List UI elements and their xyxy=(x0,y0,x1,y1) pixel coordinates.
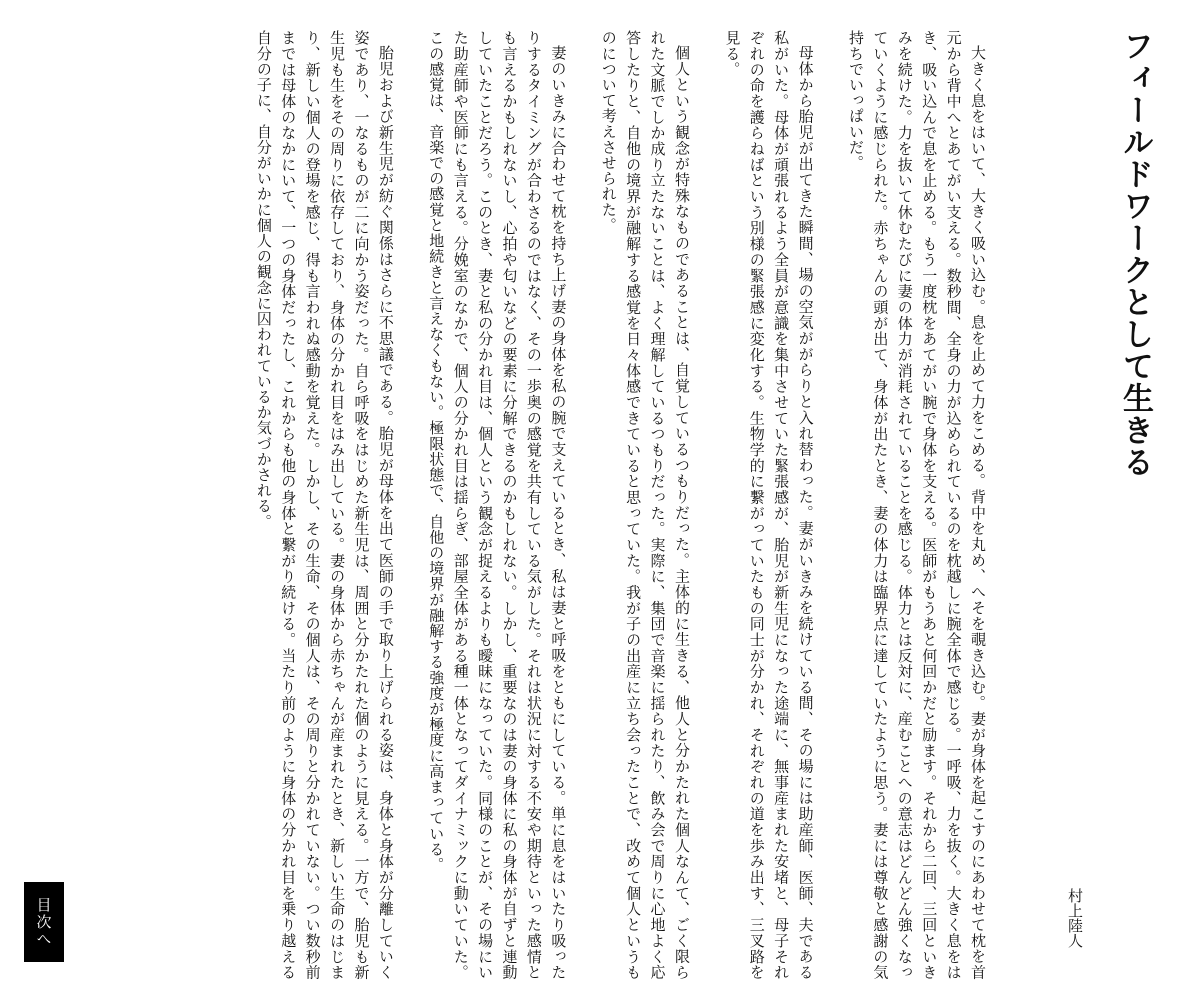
article-body xyxy=(254,30,990,980)
paragraph-5: 胎児および新生児が紡ぐ関係はさらに不思議である。胎児が母体を出て医師の手で取り上げられる姿は、身体と身体が分離していく姿であり、一なるものが二に向かう姿だった。自ら呼吸をはじめた新生児は、周囲と分かたれた個のように見える。一方で、胎児も新生児も生をその周りに依存しており、身体の分かれ目をはみ出している。妻の身体から赤ちゃんが産まれたとき、新しい生命のはじまり、新しい個人の登場を感じ、得も言われぬ感動を覚えた。しかし、その生命、その個人は、その周りと分かれていない。つい数秒前までは母体のなかにいて、一つの身体だったし、これからも他の身体と繋がり続ける。当たり前のように身体の分かれ目を乗り越える自分の子に、自分がいかに個人の観念に囚われているか気づかされる。 xyxy=(254,30,395,980)
paragraph-1: 大きく息をはいて、大きく吸い込む。息を止めて力をこめる。背中を丸め、へそを覗き込む。妻が身体を起こすのにあわせて枕を首元から背中へとあてがい支える。数秒間、全身の力が込められているのを枕越しに腕全体で感じる。一呼吸、力を抜く。大きく息をはき、吸い込んで息を止める。もう一度枕をあてがい腕で身体を支える。医師がもうあと何回かだと励ます。それから二回、三回といきみを続けた。力を抜いて休むたびに妻の体力が消耗されていることを感じる。体力とは反対に、産むことへの意志はどんどん強くなっていくように感じられた。赤ちゃんの頭が出て、身体が出たとき、妻の体力は臨界点に達していたように思う。妻には尊敬と感謝の気持ちでいっぱいだ。 xyxy=(846,30,987,980)
paragraph-2: 母体から胎児が出てきた瞬間、場の空気ががらりと入れ替わった。妻がいきみを続けている間、その場には助産師、医師、夫である私がいた。母体が頑張れるよう全員が意識を集中させていた緊張感が、胎児が新生児になった途端に、無事産まれた安堵と、母子それぞれの命を護らねばという別様の緊張感に変化する。生物学的に繋がっていたもの同士が分かれ、それぞれの道を歩み出す、三叉路を見る。 xyxy=(723,30,815,980)
paragraph-3: 個人という観念が特殊なものであることは、自覚しているつもりだった。主体的に生きる、他人と分かたれた個人なんて、ごく限られた文脈でしか成り立たないことは、よく理解しているつもりだった。実際に、集団で音楽に揺られたり、飲み会で周りに心地よく応答したりと、自他の境界が融解する感覚を日々体感できていると思っていた。我が子の出産に立ち会ったことで、改めて個人というものについて考えさせられた。 xyxy=(599,30,691,980)
toc-button[interactable]: 目次へ xyxy=(24,882,64,962)
paragraph-4: 妻のいきみに合わせて枕を持ち上げ妻の身体を私の腕で支えているとき、私は妻と呼吸をともにしている。単に息をはいたり吸ったりするタイミングが合わさるのではなく、その一歩奥の感覚を共有している気がした。それは状況に対する不安や期待といった感情とも言えるかもしれないし、心拍や匂いなどの要素に分解できるのかもしれない。しかし、重要なのは妻の身体に私の身体が自ずと連動していたことだろう。このとき、妻と私の分かれ目は、個人という観念が捉えるよりも曖昧になっていた。同様のことが、その場にいた助産師や医師にも言える。分娩室のなかで、個人の分かれ目は揺らぎ、部屋全体がある種一体となってダイナミックに動いていた。この感覚は、音楽での感覚と地続きと言えなくもない。極限状態で、自他の境界が融解する強度が極度に高まっている。 xyxy=(427,30,568,980)
article-title: フィールドワークとして生きる xyxy=(1117,30,1153,478)
author-name: 村上陸人 xyxy=(1066,888,1084,948)
